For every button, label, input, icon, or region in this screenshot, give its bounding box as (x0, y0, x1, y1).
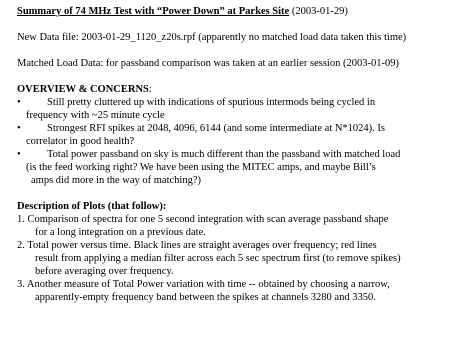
plot-item-continuation: apparently-empty frequency band between the spikes at channels 3280 and 3350. (35, 292, 376, 303)
slide-title (17, 5, 446, 18)
plot-item-2: 2. Total power versus time. Black lines are straight averages over frequency; red lines (17, 240, 377, 251)
bullet-continuation: frequency with ~25 minute cycle (26, 110, 165, 121)
new-data-file-line: New Data file: 2003-01-29_1120_z20s.rpf (apparently no matched load data taken this time) (17, 32, 407, 43)
plot-item-continuation: for a long integration on a previous date. (35, 227, 206, 238)
bullet-continuation: correlator in good health? (26, 136, 135, 147)
plots-heading: Description of Plots (that follow): (17, 201, 167, 212)
bullet-continuation: amps did more in the way of matching?) (31, 175, 201, 186)
bullet-icon: • (17, 123, 21, 134)
plot-item-3: 3. Another measure of Total Power variation with time -- obtained by choosing a narrow, (17, 279, 390, 290)
bullet-icon: • (17, 149, 21, 160)
bullet-icon: • (17, 97, 21, 108)
bullet-text: Total power passband on sky is much different than the passband with matched load (47, 149, 401, 160)
overview-heading-text: OVERVIEW & CONCERNS (17, 84, 149, 95)
overview-bullet-2 (17, 122, 446, 135)
overview-bullet-1 (17, 96, 446, 109)
plot-item-continuation: result from applying a median filter across each 5 sec spectrum first (to remove spikes) (35, 253, 401, 264)
overview-heading-colon: : (148, 84, 152, 95)
bullet-continuation: (is the feed working right? We have been using the MITEC amps, and maybe Bill’s (26, 162, 376, 173)
matched-load-line: Matched Load Data: for passband comparison was taken at an earlier session (2003-01-09) (17, 58, 399, 69)
plot-item-1: 1. Comparison of spectra for one 5 second integration with scan average passband shape (17, 214, 389, 225)
title-main: Summary of 74 MHz Test with “Power Down” at Parkes Site (17, 6, 290, 17)
overview-bullet-3 (17, 148, 446, 161)
bullet-text: Strongest RFI spikes at 2048, 4096, 6144 (and some intermediate at N*1024). Is (47, 123, 385, 134)
bullet-text: Still pretty cluttered up with indications of spurious intermods being cycled in (47, 97, 376, 108)
overview-heading (17, 83, 446, 96)
plot-item-continuation: before averaging over frequency. (35, 266, 174, 277)
title-date: (2003-01-29) (289, 6, 348, 17)
